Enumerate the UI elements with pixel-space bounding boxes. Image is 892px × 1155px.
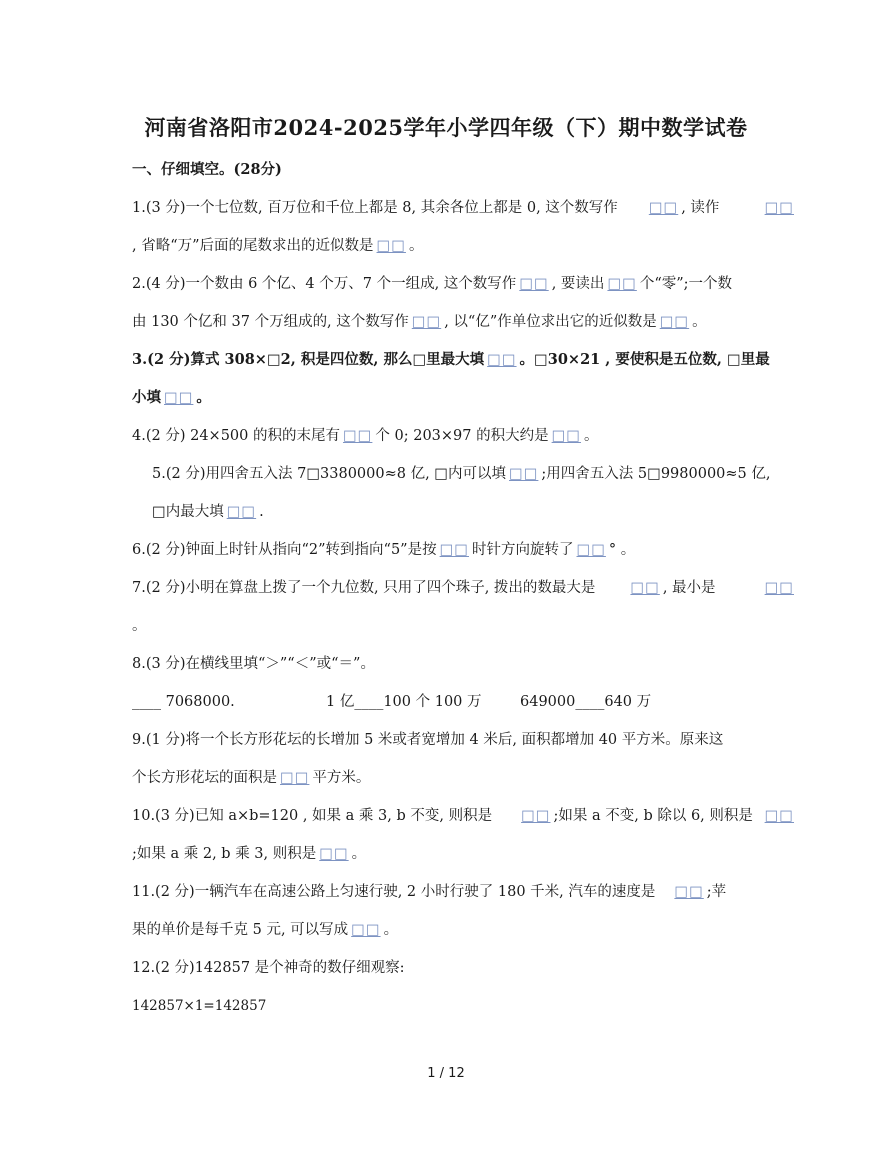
question-12-equation: 142857×1=142857	[132, 998, 267, 1014]
question-7-line-1: 7.(2 分)小明在算盘上拨了一个九位数, 只用了四个珠子, 拨出的数最大是 □□ , 最小是	[132, 580, 716, 596]
page-title: 河南省洛阳市2024-2025学年小学四年级（下）期中数学试卷	[144, 115, 748, 140]
question-7-line-2: 。	[132, 618, 147, 634]
question-8-line-1: 8.(3 分)在横线里填“＞”“＜”或“＝”。	[132, 656, 375, 672]
question-8-comparison-1: ____ 7068000.	[132, 694, 235, 710]
question-1-line-1	[132, 198, 719, 218]
answer-blank: □□	[576, 542, 606, 558]
answer-blank: □□	[487, 351, 517, 368]
answer-blank: □□	[764, 808, 794, 824]
answer-blank: □□	[551, 428, 582, 444]
question-11-line-1: 11.(2 分)一辆汽车在高速公路上匀速行驶, 2 小时行驶了 180 千米, 汽车的速度是 □□ ;苹	[132, 884, 727, 900]
question-11-line-2: 果的单价是每千克 5 元, 可以写成 □□ 。	[132, 922, 399, 938]
question-6-line-1: 6.(2 分)钟面上时针从指向“2”转到指向“5”是按 □□ 时针方向旋转了 □□ ° 。	[132, 542, 636, 558]
question-9-line-2: 个长方形花坛的面积是 □□ 平方米。	[132, 770, 371, 786]
answer-blank: □□	[519, 276, 549, 292]
answer-blank: □□	[351, 922, 381, 938]
question-3-line-1: 3.(2 分)算式 308×□2, 积是四位数, 那么□里最大填 □□ 。□30×21 , 要使积是五位数, □里最	[132, 351, 770, 368]
answer-blank: □□	[764, 200, 794, 216]
section-heading: 一、仔细填空。(28分)	[132, 161, 282, 178]
answer-blank: □□	[411, 314, 442, 330]
question-5-line-1: 5.(2 分)用四舍五入法 7□3380000≈8 亿, □内可以填 □□ ;用四舍五入法 5□9980000≈5 亿,	[152, 466, 771, 482]
q1-text: 1.(3 分)一个七位数, 百万位和千位上都是 8, 其余各位上都是 0, 这个数写作	[132, 200, 618, 216]
question-3-line-2: 小填 □□ 。	[132, 389, 211, 406]
question-5-line-2: □内最大填 □□ .	[152, 504, 264, 520]
answer-blank: □□	[280, 770, 310, 786]
question-2-line-1: 2.(4 分)一个数由 6 个亿、4 个万、7 个一组成, 这个数写作 □□ , 要读出 □□ 个“零”;一个数	[132, 276, 733, 292]
question-1-line-2: , 省略“万”后面的尾数求出的近似数是 □□ 。	[132, 238, 424, 254]
page-number: 1 / 12	[427, 1066, 465, 1081]
question-10-line-1: 10.(3 分)已知 a×b=120 , 如果 a 乘 3, b 不变, 则积是 □□ ;如果 a 不变, b 除以 6, 则积是	[132, 808, 753, 824]
answer-blank: □□	[342, 428, 373, 444]
question-9-line-1: 9.(1 分)将一个长方形花坛的长增加 5 米或者宽增加 4 米后, 面积都增加 40 平方米。原来这	[132, 732, 724, 748]
question-10-line-2: ;如果 a 乘 2, b 乘 3, 则积是 □□ 。	[132, 846, 367, 862]
answer-blank: □□	[764, 580, 794, 596]
question-2-line-2: 由 130 个亿和 37 个万组成的, 这个数写作 □□ , 以“亿”作单位求出它的近似数是 □□ 。	[132, 314, 707, 330]
answer-blank: □□	[659, 314, 690, 330]
answer-blank: □□	[607, 276, 637, 292]
answer-blank: □□	[376, 238, 406, 254]
answer-blank: □□	[164, 389, 194, 406]
q1-text: , 读作	[681, 200, 720, 216]
q1-text: , 省略“万”后面的尾数求出的近似数是	[132, 238, 374, 254]
answer-blank: □□	[439, 542, 469, 558]
question-12-line-1: 12.(2 分)142857 是个神奇的数仔细观察:	[132, 960, 405, 976]
question-4-line-1: 4.(2 分) 24×500 的积的末尾有 □□ 个 0; 203×97 的积大约是 □□ 。	[132, 428, 599, 444]
answer-blank: □□	[521, 808, 551, 824]
question-8-comparison-2: 1 亿____100 个 100 万	[326, 694, 482, 710]
answer-blank: □□	[226, 504, 257, 520]
answer-blank: □□	[674, 884, 704, 900]
answer-blank: □□	[648, 200, 679, 216]
answer-blank: □□	[630, 580, 660, 596]
answer-blank: □□	[319, 846, 349, 862]
question-8-comparison-3: 649000____640 万	[520, 694, 652, 710]
answer-blank: □□	[509, 466, 539, 482]
